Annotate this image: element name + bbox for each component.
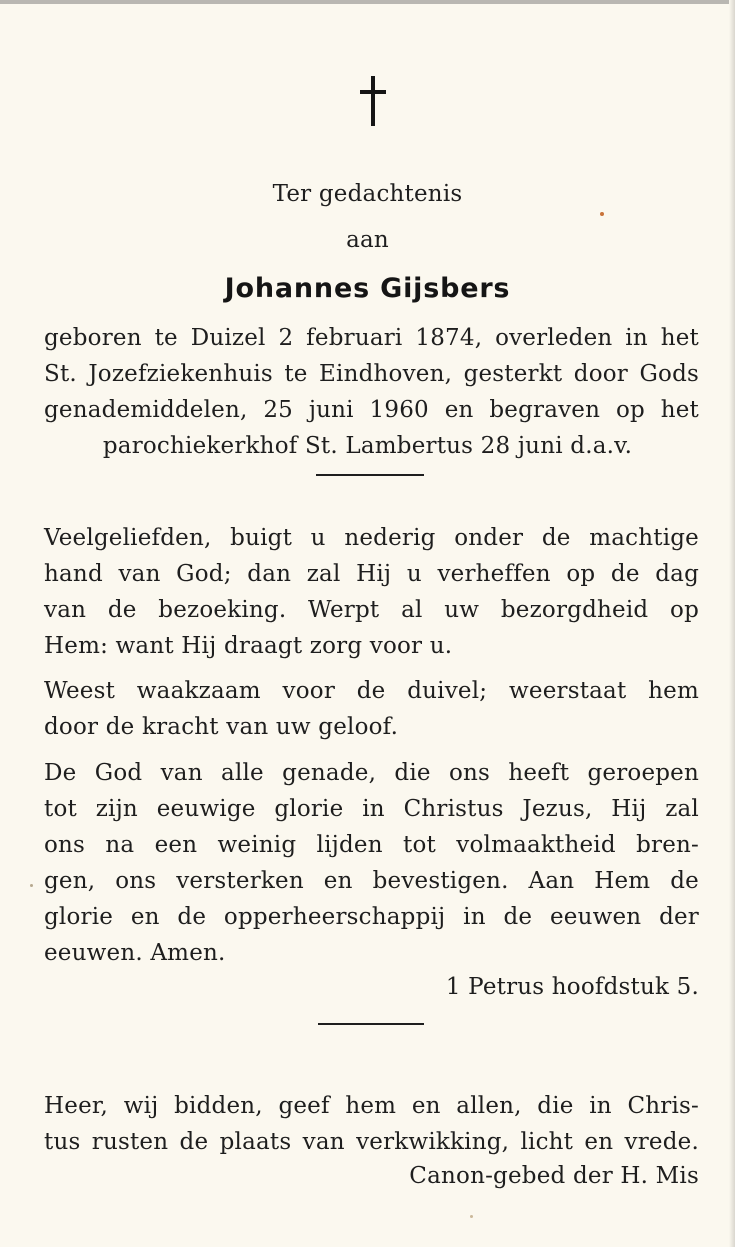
heading-ter-gedachtenis: Ter gedachtenis — [272, 181, 463, 207]
heading-aan: aan — [346, 227, 389, 253]
deceased-name: Johannes Gijsbers — [224, 273, 511, 304]
bio-line: geboren te Duizel 2 februari 1874, overleden in het — [44, 325, 699, 351]
divider — [316, 474, 424, 476]
scripture-line: hand van God; dan zal Hij u verheffen op de dag — [44, 561, 699, 587]
prayer-line: Heer, wij bidden, geef hem en allen, die in Chris- — [44, 1093, 699, 1119]
scripture-line: ons na een weinig lijden tot volmaaktheid bren- — [44, 832, 699, 858]
scripture-line: gen, ons versterken en bevestigen. Aan Hem de — [44, 868, 699, 894]
bio-line: genademiddelen, 25 juni 1960 en begraven op het — [44, 397, 699, 423]
scan-top-edge — [0, 0, 735, 4]
bio-line: parochiekerkhof St. Lambertus 28 juni d.a.v. — [102, 433, 633, 459]
scripture-line: Weest waakzaam voor de duivel; weerstaat hem — [44, 678, 699, 704]
paper-speck — [470, 1215, 473, 1218]
scripture-line: tot zijn eeuwige glorie in Christus Jezus, Hij zal — [44, 796, 699, 822]
latin-cross-icon — [360, 76, 386, 126]
scripture-line: Hem: want Hij draagt zorg voor u. — [44, 633, 453, 659]
prayer-line: tus rusten de plaats van verkwikking, licht en vrede. — [44, 1129, 699, 1155]
scripture-line: van de bezoeking. Werpt al uw bezorgdheid op — [44, 597, 699, 623]
scripture-line: Veelgeliefden, buigt u nederig onder de machtige — [44, 525, 699, 551]
scripture-line: De God van alle genade, die ons heeft geroepen — [44, 760, 699, 786]
divider — [318, 1023, 424, 1025]
scripture-line: door de kracht van uw geloof. — [44, 714, 399, 740]
scripture-line: eeuwen. Amen. — [44, 940, 226, 966]
prayer-source: Canon-gebed der H. Mis — [409, 1163, 699, 1189]
scripture-line: glorie en de opperheerschappij in de eeuwen der — [44, 904, 699, 930]
paper-speck — [600, 212, 604, 216]
scripture-reference: 1 Petrus hoofdstuk 5. — [445, 974, 699, 1000]
bio-line: St. Jozefziekenhuis te Eindhoven, gesterkt door Gods — [44, 361, 699, 387]
paper-speck — [30, 884, 33, 887]
